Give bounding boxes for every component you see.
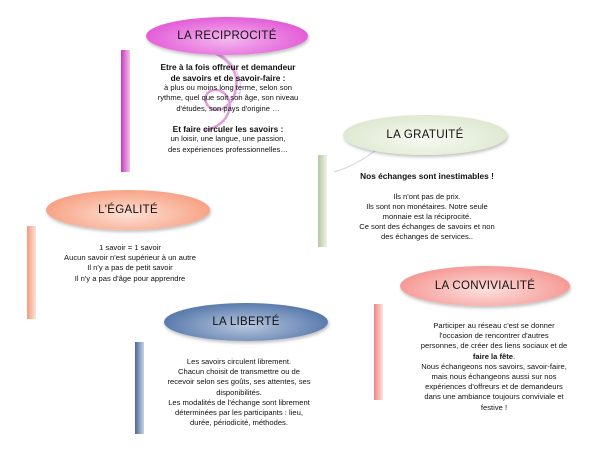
liberte-line: Les savoirs circulent librement. bbox=[186, 357, 292, 366]
pill-convivialite-label: LA CONVIVIALITÉ bbox=[434, 280, 536, 292]
gratuite-line: Ce sont des échanges de savoirs et non bbox=[359, 222, 495, 232]
liberte-line: Les modalités de l'échange sont librement bbox=[168, 397, 310, 407]
pill-reciprocite bbox=[146, 17, 308, 55]
reciprocite-line: un loisir, une langue, une passion, bbox=[170, 134, 286, 144]
pill-gratuite bbox=[343, 115, 507, 155]
liberte-line: recevoir selon ses goûts, ses attentes, ses bbox=[167, 377, 311, 387]
pill-egalite bbox=[46, 190, 210, 230]
reciprocite-line: à plus ou moins long terme, selon son bbox=[164, 83, 292, 93]
convivialite-line: expériences d'offreurs et de demandeurs bbox=[425, 382, 563, 392]
liberte-line: déterminées par les participants : lieu, bbox=[175, 408, 303, 418]
pill-liberte-label: LA LIBERTÉ bbox=[212, 316, 280, 328]
reciprocite-line: des expériences professionnelles… bbox=[168, 144, 288, 154]
egalite-line: Il n'y a pas d'âge pour apprendre bbox=[74, 273, 186, 283]
reciprocite-heading-3: Et faire circuler les savoirs : bbox=[172, 123, 284, 134]
convivialite-line: festive ! bbox=[480, 402, 508, 412]
convivialite-line: Participer au réseau c'est se donner bbox=[433, 321, 555, 330]
convivialite-line: mais nous échangeons aussi sur nos bbox=[431, 372, 557, 382]
gratuite-heading: Nos échanges sont inestimables ! bbox=[360, 171, 494, 181]
liberte-text bbox=[150, 357, 328, 428]
liberte-line: disponibilités. bbox=[216, 387, 262, 397]
convivialite-line: personnes, de créer des liens sociaux et de bbox=[420, 341, 568, 351]
reciprocite-heading-1: Etre à la fois offreur et demandeur bbox=[160, 62, 296, 72]
bar-liberte bbox=[135, 342, 144, 434]
egalite-line: 1 savoir = 1 savoir bbox=[99, 243, 161, 252]
bar-convivialite bbox=[374, 304, 383, 400]
reciprocite-heading-2: de savoirs et de savoir-faire : bbox=[170, 72, 286, 83]
gratuite-line: Ils sont non monétaires. Notre seule bbox=[366, 201, 488, 211]
gratuite-text bbox=[332, 171, 522, 243]
pill-convivialite bbox=[400, 266, 570, 306]
convivialite-line: l'occasion de rencontrer d'autres bbox=[439, 331, 549, 341]
pill-reciprocite-label: LA RECIPROCITÉ bbox=[177, 30, 277, 42]
egalite-line: Aucun savoir n'est supérieur à un autre bbox=[64, 253, 196, 263]
reciprocite-line: d'études, son pays d'origine … bbox=[176, 103, 280, 113]
convivialite-bold: faire la fête bbox=[472, 351, 513, 361]
egalite-text bbox=[42, 243, 218, 284]
convivialite-text bbox=[394, 321, 594, 413]
reciprocite-text bbox=[136, 62, 320, 155]
pill-egalite-label: L'ÉGALITÉ bbox=[98, 204, 158, 216]
liberte-line: durée, périodicité, méthodes. bbox=[190, 418, 288, 428]
liberte-line: Chacun choisit de transmettre ou de bbox=[178, 367, 300, 377]
pill-gratuite-label: LA GRATUITÉ bbox=[386, 129, 464, 141]
gratuite-line: monnaie est la réciprocité. bbox=[382, 212, 472, 221]
bar-egalite bbox=[27, 226, 36, 319]
convivialite-line: dans une ambiance toujours conviviale et bbox=[424, 392, 564, 402]
bar-gratuite bbox=[318, 155, 327, 247]
gratuite-line: des échanges de services.. bbox=[380, 232, 474, 242]
convivialite-line: Nous échangeons nos savoirs, savoir-faire, bbox=[421, 361, 567, 371]
reciprocite-line: rythme, quel que soit son âge, son niveau bbox=[157, 93, 299, 103]
gratuite-line: Ils n'ont pas de prix. bbox=[393, 191, 461, 201]
egalite-line: Il n'y a pas de petit savoir bbox=[87, 263, 173, 273]
convivialite-bold-suffix: . bbox=[512, 351, 516, 361]
bar-reciprocite bbox=[121, 50, 130, 172]
pill-liberte bbox=[164, 303, 328, 341]
